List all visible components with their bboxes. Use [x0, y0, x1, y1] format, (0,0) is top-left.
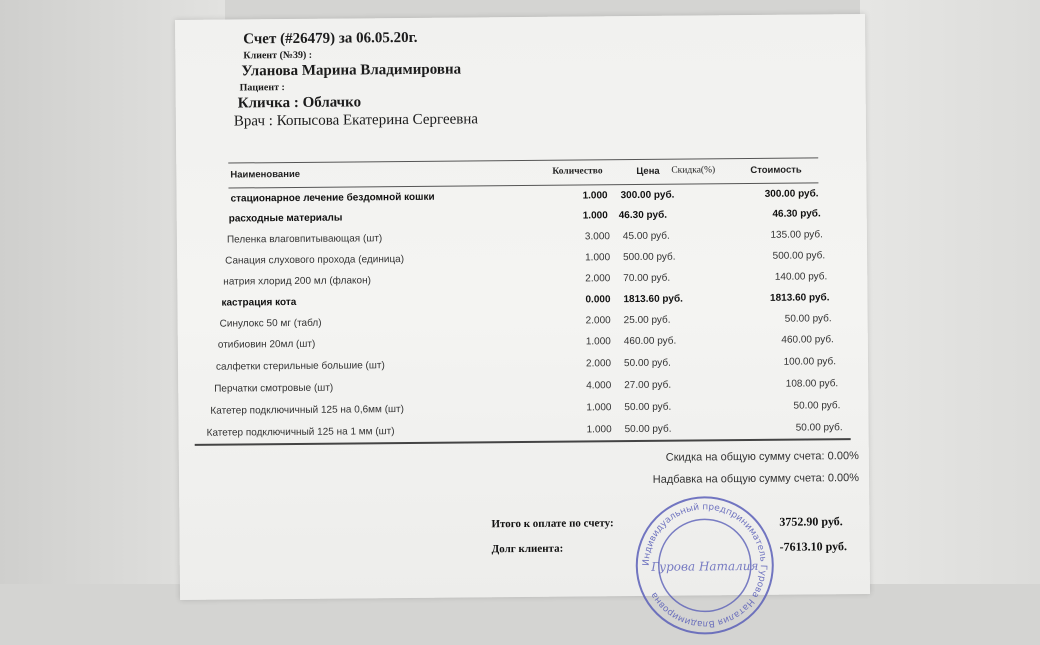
row-qty: 1.000: [585, 252, 611, 264]
row-qty: 0.000: [585, 294, 611, 306]
row-name: салфетки стерильные большие (шт): [215, 360, 385, 373]
row-price: 300.00 руб.: [620, 189, 675, 202]
discount-summary: Скидка на общую сумму счета: 0.00%: [665, 450, 859, 464]
total-label: Итого к оплате по счету:: [491, 517, 614, 531]
row-name: Перчатки смотровые (шт): [214, 382, 334, 395]
row-price: 50.00 руб.: [624, 401, 672, 414]
row-total: 1813.60 руб.: [769, 292, 830, 304]
row-total: 108.00 руб.: [785, 378, 839, 390]
invoice-paper: [175, 14, 870, 629]
row-total: 140.00 руб.: [774, 271, 828, 283]
row-name: Пеленка влаговпитывающая (шт): [226, 233, 383, 246]
row-name: натрия хлорид 200 мл (флакон): [223, 275, 371, 288]
column-header-name: Наименование: [230, 168, 301, 181]
row-price: 500.00 руб.: [623, 251, 676, 264]
row-price: 50.00 руб.: [623, 357, 671, 370]
row-name: Синулокс 50 мг (табл): [219, 317, 322, 330]
seal-ring-text: Индивидуальный предприниматель Гурова Наталия Владимировна: [641, 502, 768, 629]
row-qty: 1.000: [586, 424, 612, 436]
row-price: 1813.60 руб.: [623, 293, 683, 306]
row-total: 50.00 руб.: [793, 400, 841, 412]
row-price: 45.00 руб.: [622, 230, 670, 243]
row-name: Катетер подключичный 125 на 1 мм (шт): [206, 426, 395, 439]
row-qty: 2.000: [585, 358, 612, 370]
row-qty: 1.000: [582, 190, 608, 202]
row-qty: 2.000: [585, 315, 611, 327]
row-name: стационарное лечение бездомной кошки: [230, 191, 435, 205]
row-price: 27.00 руб.: [624, 379, 672, 392]
row-total: 300.00 руб.: [764, 188, 819, 200]
row-total: 50.00 руб.: [795, 422, 843, 434]
row-price: 46.30 руб.: [618, 209, 668, 222]
row-total: 100.00 руб.: [783, 356, 837, 368]
doctor-name: Врач : Копысова Екатерина Сергеевна: [233, 111, 479, 130]
row-qty: 3.000: [584, 231, 610, 243]
row-qty: 1.000: [582, 210, 608, 222]
column-header-discount: Скидка(%): [671, 165, 716, 176]
row-price: 50.00 руб.: [624, 423, 672, 436]
row-name: расходные материалы: [228, 212, 343, 225]
row-price: 25.00 руб.: [623, 314, 671, 327]
column-header-price: Цена: [636, 165, 660, 177]
column-header-qty: Количество: [552, 166, 603, 177]
client-name: Уланова Марина Владимировна: [241, 61, 462, 80]
row-total: 460.00 руб.: [781, 334, 834, 346]
row-price: 70.00 руб.: [623, 272, 671, 285]
row-name: отибиовин 20мл (шт): [217, 338, 316, 351]
total-value: 3752.90 руб.: [779, 514, 843, 529]
background-right: [860, 0, 1040, 584]
debt-label: Долг клиента:: [491, 542, 564, 556]
row-total: 46.30 руб.: [772, 208, 821, 220]
markup-summary: Надбавка на общую сумму счета: 0.00%: [652, 472, 860, 486]
seal-stamp: [629, 490, 780, 641]
row-qty: 1.000: [585, 336, 611, 348]
table-header-rule: [228, 182, 818, 188]
row-qty: 1.000: [586, 402, 612, 414]
invoice-title: Счет (#26479) за 06.05.20г.: [243, 29, 418, 48]
table-top-rule: [228, 157, 818, 163]
column-header-cost: Стоимость: [750, 164, 802, 176]
row-name: Катетер подключичный 125 на 0,6мм (шт): [210, 404, 404, 417]
row-name: кастрация кота: [221, 296, 297, 309]
row-total: 50.00 руб.: [784, 313, 832, 325]
client-label: Клиент (№39) :: [243, 49, 313, 62]
row-total: 500.00 руб.: [772, 250, 826, 262]
row-price: 460.00 руб.: [623, 335, 677, 348]
patient-label: Пациент :: [239, 82, 285, 94]
pet-nickname: Кличка : Облачко: [237, 94, 362, 112]
row-qty: 4.000: [586, 380, 612, 392]
row-name: Санация слухового прохода (единица): [225, 254, 405, 267]
debt-value: -7613.10 руб.: [779, 539, 848, 554]
seal-signature: Гурова Наталия: [651, 558, 759, 574]
row-total: 135.00 руб.: [770, 229, 823, 241]
row-qty: 2.000: [585, 273, 611, 285]
